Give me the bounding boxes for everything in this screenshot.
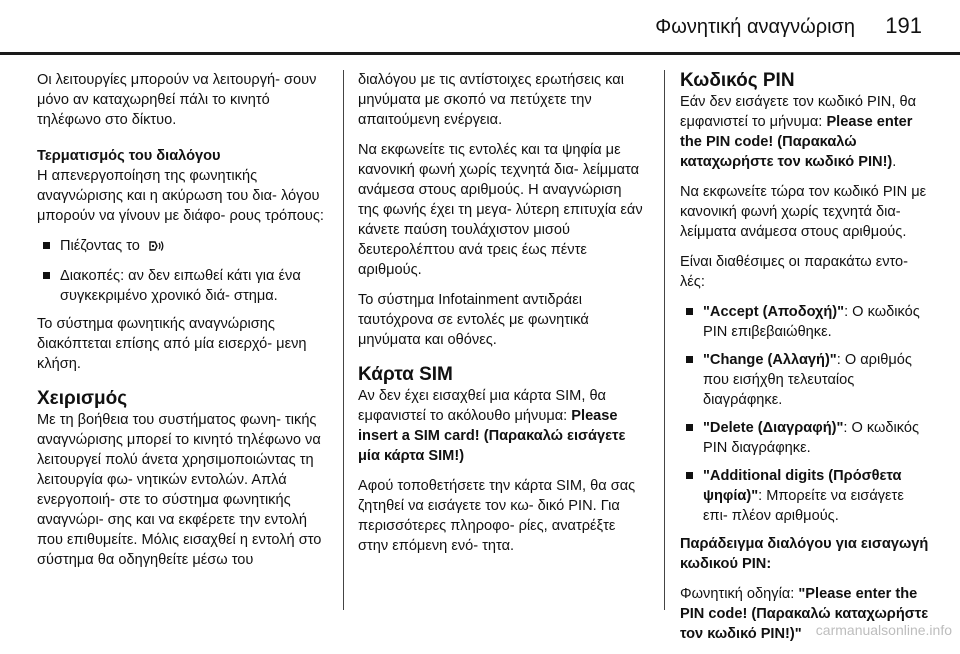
column-divider (343, 70, 344, 610)
list-item (680, 466, 930, 526)
list-item-text: Διακοπές: αν δεν ειπωθεί κάτι για ένα συγκεκριμένο χρονικό διά- στημα. (60, 268, 301, 304)
command-desc: : Ο κωδικός PIN επιβεβαιώθηκε. (703, 304, 920, 340)
list-item-text: Πιέζοντας το (60, 238, 140, 254)
list-item (37, 266, 325, 306)
page-number: 191 (885, 13, 922, 38)
pin-message: Please enter the PIN code! (Παρακαλώ καταχωρήστε τον κωδικό PIN!) (680, 114, 913, 170)
subheading-end-dialog: Τερματισμός του διαλόγου (37, 148, 221, 164)
heading-handling: Χειρισμός (37, 388, 128, 409)
paragraph: Η απενεργοποίηση της φωνητικής αναγνώρισης και η ακύρωση του δια- λόγου μπορούν να γίνουν με διάφο- ρους τρόπους: (37, 168, 324, 224)
list-item (37, 236, 325, 258)
bullet-list (37, 236, 325, 306)
paragraph-text: Εάν δεν εισάγετε τον κωδικό PIN, θα εμφανιστεί το μήνυμα: (680, 94, 917, 130)
bullet-square-icon (686, 308, 693, 315)
command-name: "Accept (Αποδοχή)" (703, 304, 845, 320)
list-item (680, 418, 930, 458)
paragraph: Οι λειτουργίες μπορούν να λειτουργή- σουν μόνο αν καταχωρηθεί πάλι το κινητό τηλέφωνο στο δίκτυο. (37, 72, 317, 128)
column-middle (358, 70, 646, 566)
command-name: "Change (Αλλαγή)" (703, 352, 837, 368)
paragraph: Να εκφωνείτε τώρα τον κωδικό PIN με κανονική φωνή χωρίς τεχνητά δια- λείμματα ανάμεσα στους αριθμούς. (680, 184, 927, 240)
command-desc: : Ο κωδικός PIN διαγράφηκε. (703, 420, 920, 456)
paragraph: Να εκφωνείτε τις εντολές και τα ψηφία με κανονική φωνή χωρίς τεχνητά δια- λείμματα ανάμεσα στους αριθμούς. Η αναγνώριση της φωνής έχει τη μεγα- λύτερη επιτυχία εάν κάνετε παύση τουλάχιστον μισού δευτερολέπτου ανά τρεις έως πέντε αριθμούς. (358, 142, 643, 278)
command-list (680, 302, 930, 526)
punctuation: . (892, 154, 897, 170)
bullet-square-icon (43, 272, 50, 279)
bullet-square-icon (686, 472, 693, 479)
paragraph: Το σύστημα Infotainment αντιδράει ταυτόχρονα σε εντολές με φωνητικά μηνύματα και οθόνες. (358, 292, 589, 348)
page-header (0, 0, 960, 52)
paragraph: διαλόγου με τις αντίστοιχες ερωτήσεις και μηνύματα με σκοπό να πετύχετε την απαιτούμενη ενέργεια. (358, 72, 624, 128)
voice-button-icon (148, 238, 164, 258)
paragraph-text: Φωνητική οδηγία: (680, 586, 799, 602)
paragraph: Το σύστημα φωνητικής αναγνώρισης διακόπτεται επίσης από μία εισερχό- μενη κλήση. (37, 316, 307, 372)
column-left (37, 70, 325, 580)
paragraph (358, 386, 646, 466)
watermark: carmanualsonline.info (815, 622, 952, 638)
column-right (680, 70, 930, 654)
subheading-pin-example: Παράδειγμα διαλόγου για εισαγωγή κωδικού PIN: (680, 536, 929, 572)
command-desc: : Μπορείτε να εισάγετε επι- πλέον αριθμούς. (703, 488, 904, 524)
list-item (680, 302, 930, 342)
command-name: "Delete (Διαγραφή)" (703, 420, 844, 436)
bullet-square-icon (686, 424, 693, 431)
page-title: Φωνητική αναγνώριση (655, 16, 855, 38)
bullet-square-icon (43, 242, 50, 249)
command-desc: : Ο αριθμός που εισήχθη τελευταίος διαγράφηκε. (703, 352, 912, 408)
paragraph (680, 92, 930, 172)
heading-sim-card: Κάρτα SIM (358, 364, 453, 385)
paragraph: Αφού τοποθετήσετε την κάρτα SIM, θα σας ζητηθεί να εισάγετε τον κω- δικό PIN. Για περισσότερες πληροφο- ρίες, ανατρέξτε στην επόμενη ενό- τητα. (358, 478, 636, 554)
heading-pin-code: Κωδικός PIN (680, 70, 795, 91)
sim-message: Please insert a SIM card! (Παρακαλώ εισάγετε μία κάρτα SIM!) (358, 408, 626, 464)
list-item (680, 350, 930, 410)
paragraph: Με τη βοήθεια του συστήματος φωνη- τικής αναγνώρισης μπορεί το κινητό τηλέφωνο να λειτουργεί πολύ άνετα χρησιμοποιώντας τη λειτουργία φω- νητικών εντολών. Απλά ενεργοποιή- στε το σύστημα φωνητικής αναγνώρι- σης και να εκφέρετε την εντολή που επιθυμείτε. Μόλις εισαχθεί η εντολή στο σύστημα θα οδηγηθείτε μέσω του (37, 412, 322, 568)
paragraph: Είναι διαθέσιμες οι παρακάτω εντο- λές: (680, 254, 909, 290)
voice-prompt: "Please enter the PIN code! (Παρακαλώ καταχωρήστε τον κωδικό PIN!)" (680, 586, 929, 642)
column-divider (664, 70, 665, 610)
paragraph-text: Αν δεν έχει εισαχθεί μια κάρτα SIM, θα εμφανιστεί το ακόλουθο μήνυμα: (358, 388, 606, 424)
bullet-square-icon (686, 356, 693, 363)
command-name: "Additional digits (Πρόσθετα ψηφία)" (703, 468, 902, 504)
header-rule (0, 52, 960, 55)
